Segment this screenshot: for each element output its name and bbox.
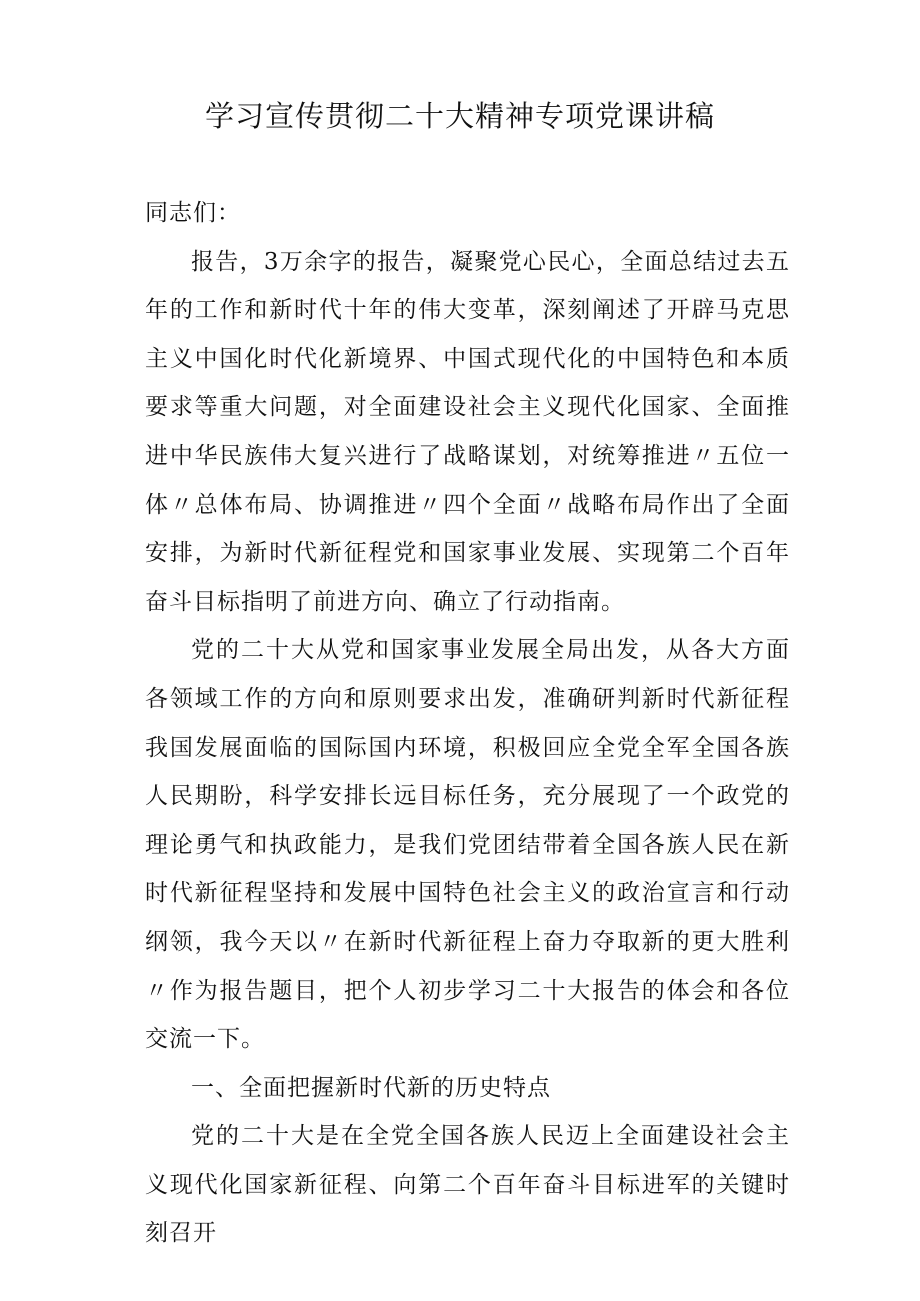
paragraph-report-overview: 报告，3万余字的报告，凝聚党心民心，全面总结过去五年的工作和新时代十年的伟大变革，深刻阐述了开辟马克思主义中国化时代化新境界、中国式现代化的中国特色和本质要求等重大问题，对全面建设社会主义现代化国家、全面推进中华民族伟大复兴进行了战略谋划，对统筹推进〃五位一体〃总体布局、协调推进〃四个全面〃战略布局作出了全面安排，为新时代新征程党和国家事业发展、实现第二个百年奋斗目标指明了前进方向、确立了行动指南。 [145, 248, 790, 615]
paragraph-section-one: 党的二十大是在全党全国各族人民迈上全面建设社会主义现代化国家新征程、向第二个百年奋斗目标进军的关键时刻召开 [145, 1123, 790, 1247]
document-body [145, 189, 790, 1258]
salutation: 同志们： [145, 200, 241, 226]
document-title: 学习宣传贯彻二十大精神专项党课讲稿 [204, 99, 715, 133]
paragraph-congress-significance: 党的二十大从党和国家事业发展全局出发，从各大方面各领域工作的方向和原则要求出发，准确研判新时代新征程我国发展面临的国际国内环境，积极回应全党全军全国各族人民期盼，科学安排长远目标任务，充分展现了一个政党的理论勇气和执政能力，是我们党团结带着全国各族人民在新时代新征程坚持和发展中国特色社会主义的政治宣言和行动纲领，我今天以〃在新时代新征程上奋力夺取新的更大胜利〃作为报告题目，把个人初步学习二十大报告的体会和各位交流一下。 [145, 637, 790, 1053]
section-heading: 一、全面把握新时代新的历史特点 [191, 1074, 551, 1101]
